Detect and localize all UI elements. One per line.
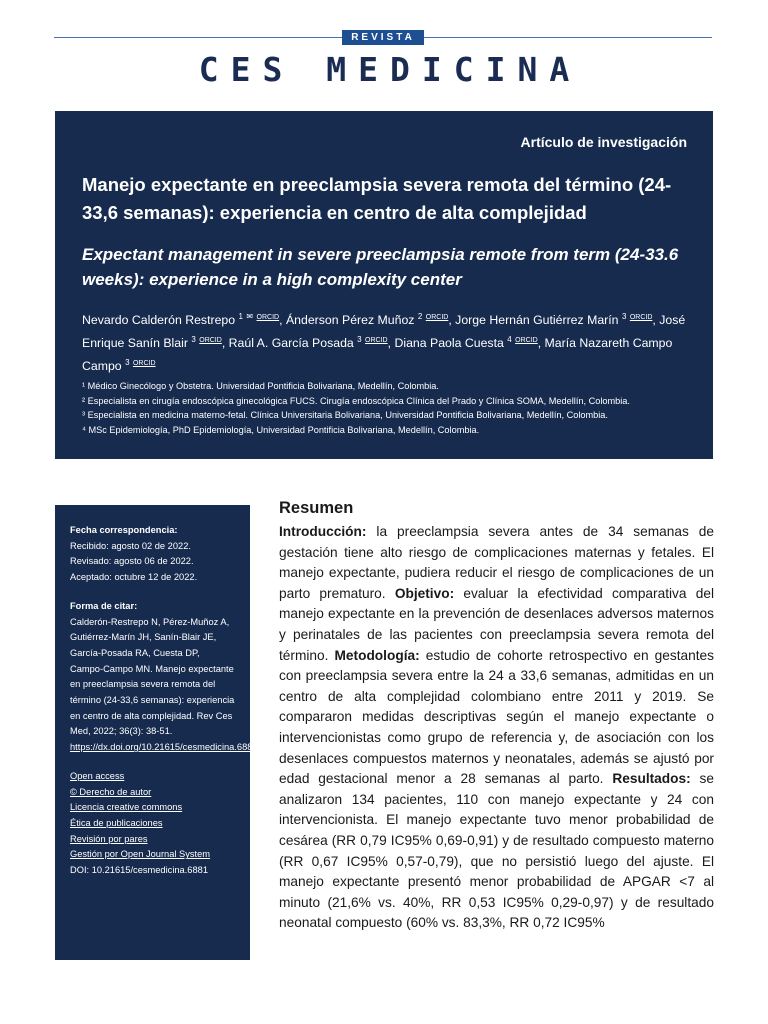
intro-text: la preeclampsia severa antes de 34 semanas de gestación tiene alto riesgo de complicaciones maternas y fetales. El manejo expectante, pudiera reducir el riesgo de complicaciones de un parto prematuro.	[279, 524, 714, 601]
method-label: Metodología:	[334, 647, 420, 663]
affiliation-item: ⁴ MSc Epidemiología, PhD Epidemiología, Universidad Pontificia Bolivariana, Medellín, Colombia.	[82, 424, 480, 435]
affiliations	[82, 379, 702, 437]
results-label: Resultados:	[612, 771, 691, 787]
author-separator: ,	[387, 336, 395, 351]
author-affiliation-number: 3	[621, 312, 627, 321]
article-header	[55, 111, 713, 459]
ojs-link[interactable]: Gestión por Open Journal System	[70, 849, 211, 860]
open-access-link[interactable]: Open access	[70, 770, 125, 781]
results-text: se analizaron 134 pacientes, 110 con manejo expectante y 24 con intervencionista. El manejo expectante tuvo menor probabilidad de cesárea (RR 0,79 IC95% 0,69-0,91) y de resultado compuesto materno (RR 0,67 IC95% 0,57-0,79), que no persistió luego del ajuste. El manejo expectante presentó menor probabilidad de APGAR <7 al minuto (21,6% vs. 40%, RR 0,53 IC95% 0,29-0,97) y de resultado neonatal compuesto (60% vs. 83,3%, RR 0,72 IC95%	[279, 771, 714, 931]
orcid-link[interactable]: ORCID	[365, 337, 388, 345]
peer-review-link[interactable]: Revisión por pares	[70, 833, 148, 844]
author-name: María Nazareth Campo Campo	[82, 336, 673, 374]
orcid-link[interactable]: ORCID	[256, 314, 280, 321]
orcid-link[interactable]: ORCID	[425, 314, 449, 321]
objective-text: evaluar la efectividad comparativa del manejo expectante en la prevención de desenlaces adversos maternos y perinatales de las pacientes con preeclampsia severa remota del término.	[279, 585, 714, 663]
affiliation-item: ² Especialista en cirugía endoscópica ginecológica FUCS. Cirugía endoscópica Clínica del Prado y Clínica SOMA, Medellín, Colombia.	[82, 395, 630, 406]
orcid-link[interactable]: ORCID	[515, 337, 538, 345]
citation-doi-link[interactable]: https://dx.doi.org/10.21615/cesmedicina.6881	[70, 742, 258, 753]
author-affiliation-number: 4	[507, 335, 512, 345]
article-type: Artículo de investigación	[520, 134, 687, 150]
author-separator: ,	[221, 336, 229, 351]
orcid-link[interactable]: ORCID	[199, 337, 222, 345]
method-text: estudio de cohorte retrospectivo en gestantes con preeclampsia severa entre la 24 a 33,6 semanas, admitidas en un centro de alta complejidad colombiano entre 2011 y 2019. Se compararon medidas descriptivas según el manejo expectante o intervencionistas como grupo de referencia y, de asociación con los desenlaces compuestos maternos y neonatales, además se ajustó por edad gestacional menor a 28 semanas al parto.	[279, 647, 714, 787]
date-revised: Revisado: agosto 06 de 2022.	[70, 556, 194, 567]
author-separator: ,	[279, 313, 286, 328]
author-affiliation-number: 1	[238, 312, 243, 321]
author-affiliation-number: 2	[417, 312, 423, 321]
article-info-sidebar	[55, 505, 258, 960]
author-separator: ,	[537, 336, 545, 351]
article-title-spanish: Manejo expectante en preeclampsia severa remota del término (24-33,6 semanas): experiencia en centro de alta complejidad	[82, 174, 672, 223]
author-list	[82, 307, 692, 376]
author-separator: ,	[652, 313, 660, 328]
date-accepted: Aceptado: octubre 12 de 2022.	[70, 572, 198, 583]
author-affiliation-number: 3	[191, 335, 196, 345]
author-name: Diana Paola Cuesta	[394, 336, 504, 351]
doi-text: DOI: 10.21615/cesmedicina.6881	[70, 865, 208, 876]
citation-heading: Forma de citar:	[70, 600, 138, 611]
author-name: Nevardo Calderón Restrepo	[82, 313, 236, 328]
masthead-revista-label: REVISTA	[342, 30, 424, 45]
ethics-link[interactable]: Ética de publicaciones	[70, 817, 163, 828]
author-name: Jorge Hernán Gutiérrez Marín	[455, 313, 619, 328]
intro-label: Introducción:	[279, 524, 367, 539]
abstract-heading: Resumen	[279, 499, 354, 517]
mail-icon[interactable]: ✉	[246, 312, 254, 321]
journal-title: CES MEDICINA	[198, 50, 582, 89]
date-received: Recibido: agosto 02 de 2022.	[70, 540, 191, 551]
objective-label: Objetivo:	[394, 585, 455, 601]
abstract-body	[279, 522, 714, 934]
author-affiliation-number: 3	[357, 335, 362, 345]
affiliation-item: ¹ Médico Ginecólogo y Obstetra. Universidad Pontificia Bolivariana, Medellín, Colombia.	[82, 381, 439, 391]
citation-text: Calderón-Restrepo N, Pérez-Muñoz A, Gutiérrez-Marín JH, Sanín-Blair JE, García-Posada RA, Cuesta DP, Campo-Campo MN. Manejo expectante en preeclampsia severa remota del término (24-33,6 semanas): experiencia en centro de alta complejidad. Rev Ces Med, 2022; 36(3): 38-51.	[70, 616, 235, 737]
orcid-link[interactable]: ORCID	[132, 360, 156, 368]
author-affiliation-number: 3	[125, 358, 130, 368]
article-title-english: Expectant management in severe preeclampsia remote from term (24-33.6 weeks): experience in a high complexity center	[82, 245, 679, 289]
orcid-link[interactable]: ORCID	[629, 314, 653, 321]
author-separator: ,	[448, 313, 456, 328]
affiliation-item: ³ Especialista en medicina materno-fetal. Clínica Universitaria Bolivariana, Universidad Pontificia Bolivariana, Medellín, Colombia.	[82, 410, 608, 420]
dates-heading: Fecha correspondencia:	[70, 525, 178, 535]
copyright-link[interactable]: © Derecho de autor	[70, 786, 152, 797]
citation	[70, 615, 258, 756]
author-name: José Enrique Sanín Blair	[82, 313, 686, 351]
author-name: Ánderson Pérez Muñoz	[285, 313, 415, 328]
license-link[interactable]: Licencia creative commons	[70, 802, 183, 813]
author-name: Raúl A. García Posada	[228, 336, 354, 351]
